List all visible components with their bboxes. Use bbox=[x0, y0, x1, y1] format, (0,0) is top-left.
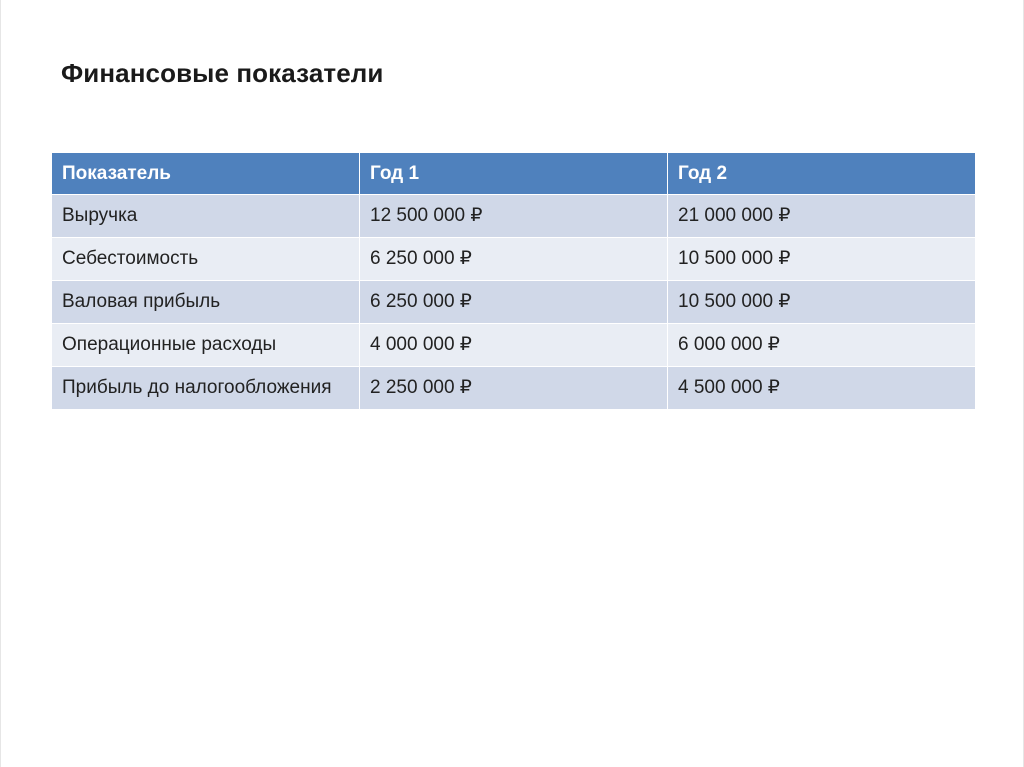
header-cell-year-1: Год 1 bbox=[360, 153, 668, 195]
row-value-year-2: 6 000 000 ₽ bbox=[668, 324, 976, 367]
table-row bbox=[52, 281, 976, 324]
slide-title: Финансовые показатели bbox=[61, 58, 384, 88]
row-value-year-2: 4 500 000 ₽ bbox=[668, 367, 976, 410]
row-label: Операционные расходы bbox=[52, 324, 360, 367]
row-label: Выручка bbox=[52, 195, 360, 238]
row-value-year-2: 10 500 000 ₽ bbox=[668, 281, 976, 324]
row-value-year-2: 10 500 000 ₽ bbox=[668, 238, 976, 281]
header-cell-year-2: Год 2 bbox=[668, 153, 976, 195]
table-header-row bbox=[52, 153, 976, 195]
table-row bbox=[52, 324, 976, 367]
row-label: Прибыль до налогообложения bbox=[52, 367, 360, 410]
row-value-year-1: 4 000 000 ₽ bbox=[360, 324, 668, 367]
table-row bbox=[52, 367, 976, 410]
header-cell-indicator: Показатель bbox=[52, 153, 360, 195]
table-row bbox=[52, 195, 976, 238]
row-label: Себестоимость bbox=[52, 238, 360, 281]
table-row bbox=[52, 238, 976, 281]
row-label: Валовая прибыль bbox=[52, 281, 360, 324]
row-value-year-1: 6 250 000 ₽ bbox=[360, 281, 668, 324]
row-value-year-2: 21 000 000 ₽ bbox=[668, 195, 976, 238]
row-value-year-1: 12 500 000 ₽ bbox=[360, 195, 668, 238]
financial-table bbox=[51, 152, 976, 410]
row-value-year-1: 6 250 000 ₽ bbox=[360, 238, 668, 281]
row-value-year-1: 2 250 000 ₽ bbox=[360, 367, 668, 410]
